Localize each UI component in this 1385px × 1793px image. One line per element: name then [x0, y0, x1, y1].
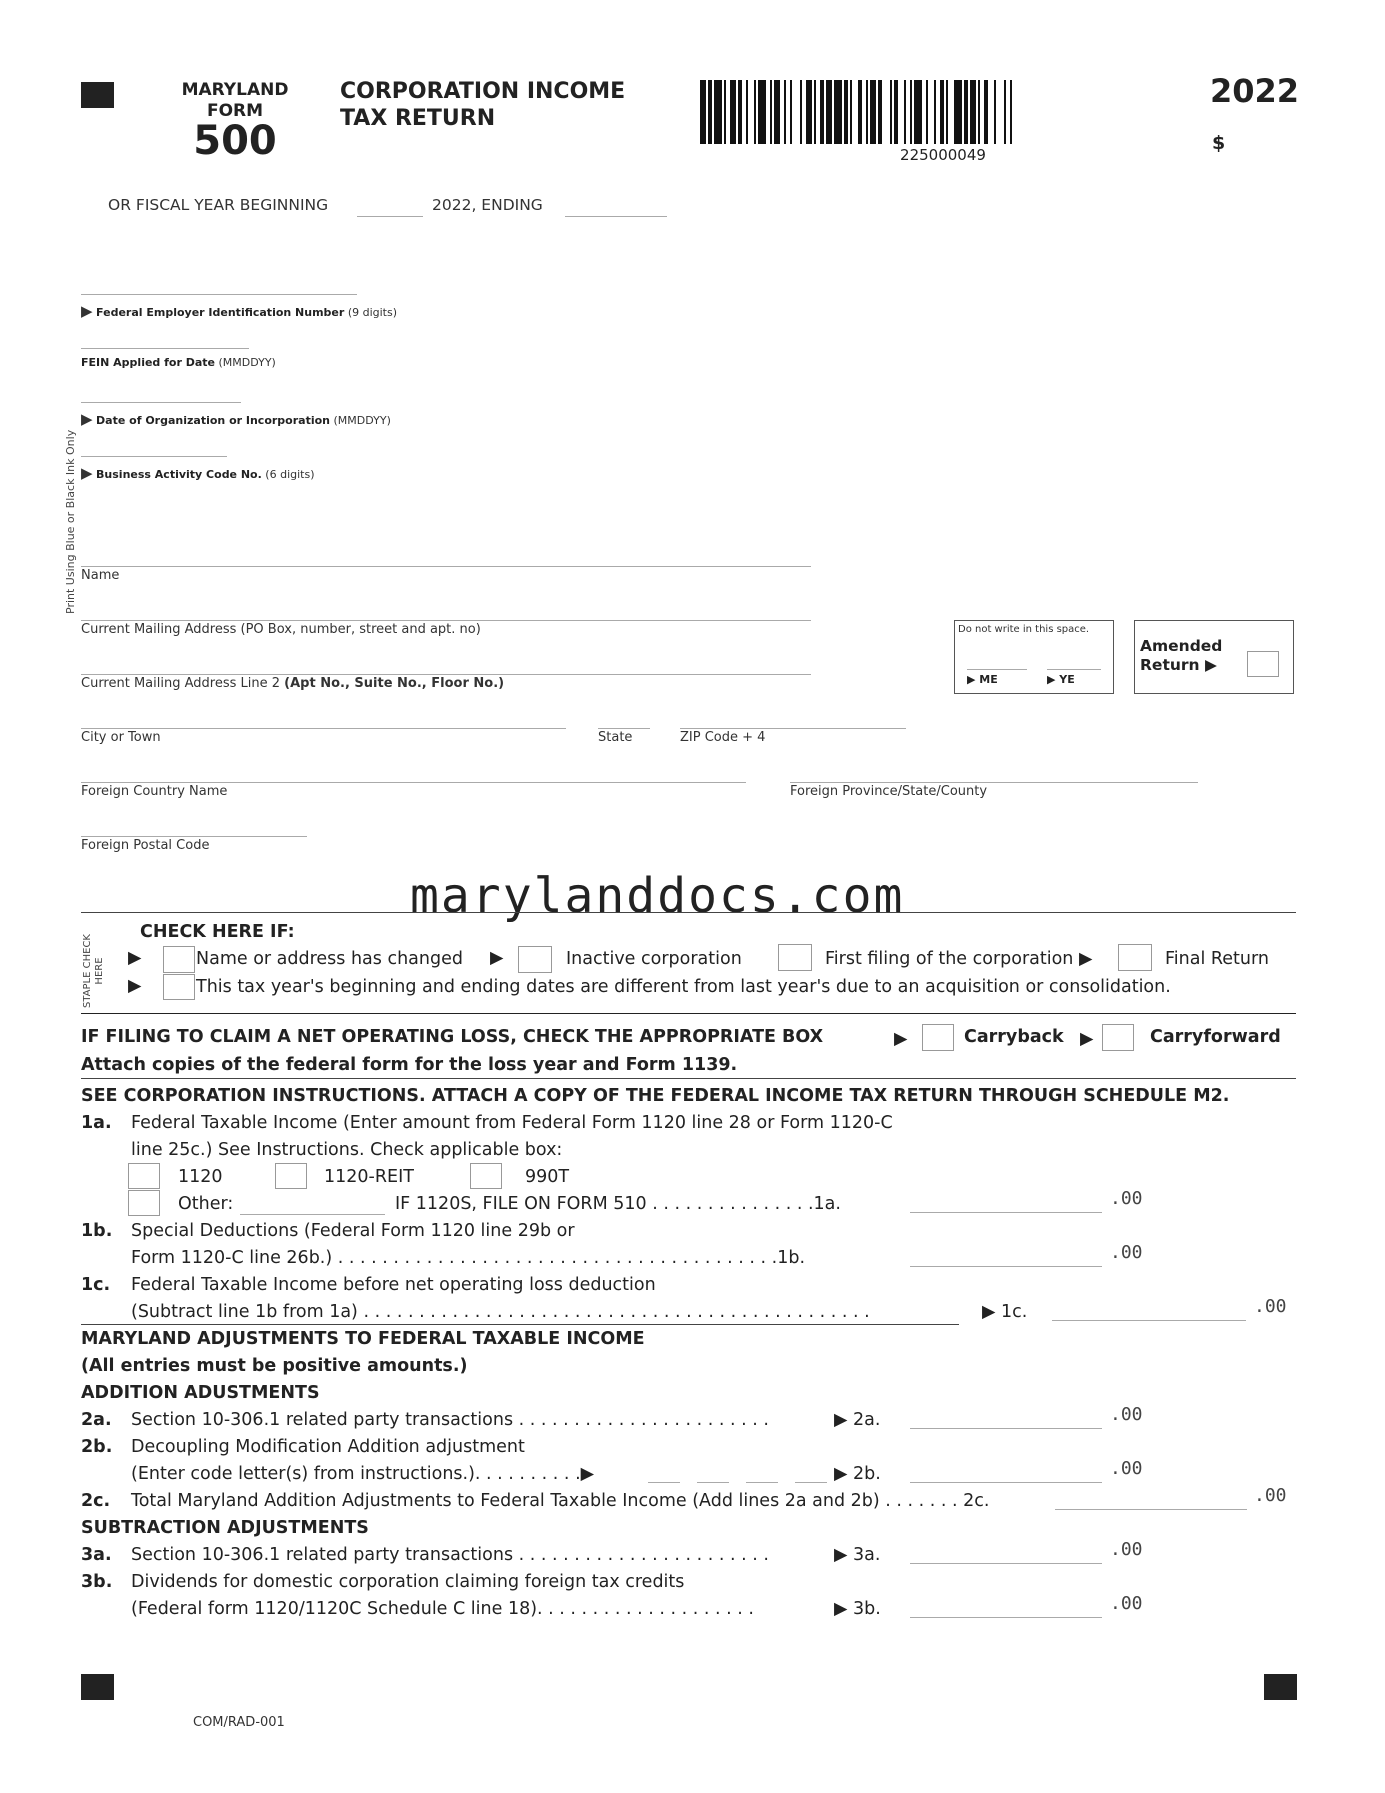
form-1120-reit-checkbox[interactable]: [275, 1163, 307, 1189]
line-3b-ref: ▶ 3b.: [834, 1599, 881, 1619]
code-letter-input-3[interactable]: [746, 1482, 778, 1483]
dates-different-label: This tax year's beginning and ending dates are different from last year's due to an acquisition or consolidation.: [196, 977, 1171, 997]
registration-mark-bottom-right: [1264, 1674, 1297, 1700]
line-2b-cents: .00: [1110, 1458, 1143, 1479]
org-date-input[interactable]: [81, 402, 241, 403]
staple-note: [82, 934, 106, 1008]
md-adjustments-note: (All entries must be positive amounts.): [81, 1356, 468, 1376]
mailing-address-2-input[interactable]: [81, 674, 811, 675]
other-form-input[interactable]: [240, 1214, 385, 1215]
state-name: MARYLAND: [181, 80, 289, 100]
zip-label: ZIP Code + 4: [680, 730, 766, 745]
footer-form-code: COM/RAD-001: [193, 1715, 285, 1730]
nol-attach-note: Attach copies of the federal form for the loss year and Form 1139.: [81, 1055, 738, 1075]
dollar-sign: $: [1212, 132, 1226, 154]
fiscal-beginning-input[interactable]: [357, 216, 423, 217]
fein-applied-label: [81, 356, 276, 369]
fiscal-ending-label: 2022, ENDING: [432, 196, 543, 214]
fein-label-note: (9 digits): [347, 306, 398, 319]
line-2c-text: Total Maryland Addition Adjustments to Federal Taxable Income (Add lines 2a and 2b) . . . . . . . 2c.: [131, 1491, 990, 1511]
registration-mark-bottom-left: [81, 1674, 114, 1700]
line-1b-text-1: Special Deductions (Federal Form 1120 line 29b or: [131, 1221, 575, 1241]
office-use-box: [954, 620, 1114, 694]
foreign-province-label: Foreign Province/State/County: [790, 784, 988, 799]
fein-applied-input[interactable]: [81, 348, 249, 349]
tax-year: 2022: [1210, 72, 1300, 110]
form-header-state: [160, 80, 310, 122]
activity-code-label-note: (6 digits): [265, 468, 315, 481]
line-3b-amount-input[interactable]: [910, 1617, 1102, 1618]
fiscal-beginning-label: OR FISCAL YEAR BEGINNING: [108, 196, 329, 214]
fein-label: ▶ Federal Employer Identification Number (9 digits): [81, 302, 398, 320]
office-ye-label: YE: [1059, 673, 1075, 686]
line-1a-text-1: Federal Taxable Income (Enter amount from Federal Form 1120 line 28 or Form 1120-C: [131, 1113, 893, 1133]
activity-code-label: ▶ Business Activity Code No. (6 digits): [81, 464, 315, 482]
first-filing-label: First filing of the corporation ▶: [825, 949, 1093, 969]
dates-different-checkbox[interactable]: [163, 974, 195, 1000]
line-1b-text-2: Form 1120-C line 26b.) . . . . . . . . . . . . . . . . . . . . . . . . . . . . . . . . . . . . . . . .1b.: [131, 1248, 806, 1268]
form-word: FORM: [206, 101, 264, 121]
check-here-title: CHECK HERE IF:: [140, 922, 295, 942]
line-2b-amount-input[interactable]: [910, 1482, 1102, 1483]
mailing-address-2-bold: (Apt No., Suite No., Floor No.): [284, 676, 505, 691]
fein-applied-label-bold: FEIN Applied for Date: [81, 356, 215, 369]
office-ye-line: [1047, 669, 1101, 670]
carryback-label: Carryback: [964, 1027, 1064, 1047]
line-2b-text-2: (Enter code letter(s) from instructions.). . . . . . . . . .▶: [131, 1464, 595, 1484]
office-use-note: Do not write in this space.: [958, 624, 1090, 635]
divider-check: [81, 1013, 1296, 1014]
line-2a-ref: ▶ 2a.: [834, 1410, 881, 1430]
nol-heading: IF FILING TO CLAIM A NET OPERATING LOSS, CHECK THE APPROPRIATE BOX: [81, 1027, 824, 1047]
line-2a-amount-input[interactable]: [910, 1428, 1102, 1429]
amended-line-1: Amended: [1140, 637, 1223, 655]
fein-applied-label-note: (MMDDYY): [218, 356, 276, 369]
title-line-2: TAX RETURN: [340, 106, 496, 131]
fein-input[interactable]: [81, 294, 357, 295]
line-1c-text-2: (Subtract line 1b from 1a) . . . . . . . . . . . . . . . . . . . . . . . . . . . . . . . . . . . . . . . . . . . . . .: [131, 1302, 870, 1322]
foreign-country-input[interactable]: [81, 782, 746, 783]
ink-note: Print Using Blue or Black Ink Only: [64, 429, 77, 614]
line-3b-text-2: (Federal form 1120/1120C Schedule C line 18). . . . . . . . . . . . . . . . . . . .: [131, 1599, 754, 1619]
office-ye: ▶ YE: [1047, 673, 1075, 686]
line-1c-number: 1c.: [81, 1275, 111, 1295]
carryforward-checkbox[interactable]: [1102, 1024, 1134, 1051]
fiscal-ending-input[interactable]: [565, 216, 667, 217]
form-number: 500: [193, 118, 277, 164]
line-2a-cents: .00: [1110, 1404, 1143, 1425]
activity-code-input[interactable]: [81, 456, 227, 457]
line-1c-text-1: Federal Taxable Income before net operating loss deduction: [131, 1275, 656, 1295]
office-me-line: [967, 669, 1027, 670]
fein-label-bold: Federal Employer Identification Number: [96, 306, 345, 319]
amended-label: [1140, 637, 1222, 675]
line-2c-cents: .00: [1254, 1485, 1287, 1506]
staple-line-2: HERE: [94, 957, 105, 985]
form-1120-reit-label: 1120-REIT: [324, 1167, 414, 1187]
arrow-icon: ▶: [490, 948, 504, 968]
mailing-address-label: Current Mailing Address (PO Box, number, street and apt. no): [81, 622, 481, 637]
divider-watermark: [81, 912, 1296, 913]
line-3a-ref: ▶ 3a.: [834, 1545, 881, 1565]
registration-mark-top-left: [81, 82, 114, 108]
line-1b-cents: .00: [1110, 1242, 1143, 1263]
line-3b-cents: .00: [1110, 1593, 1143, 1614]
line-1c-cents: .00: [1254, 1296, 1287, 1317]
instructions-heading: SEE CORPORATION INSTRUCTIONS. ATTACH A COPY OF THE FEDERAL INCOME TAX RETURN THROUGH SCHEDULE M2.: [81, 1086, 1230, 1106]
form-990t-checkbox[interactable]: [470, 1163, 502, 1189]
line-2b-ref: ▶ 2b.: [834, 1464, 881, 1484]
other-form-label: Other:: [178, 1194, 234, 1214]
line-1a-tail: IF 1120S, FILE ON FORM 510 . . . . . . . . . . . . . . .1a.: [395, 1194, 841, 1214]
foreign-postal-input[interactable]: [81, 836, 307, 837]
form-990t-label: 990T: [525, 1167, 570, 1187]
barcode-image: [700, 80, 1186, 144]
line-1c-amount-input[interactable]: [1052, 1320, 1246, 1321]
watermark-text: marylanddocs.com: [410, 868, 905, 924]
mailing-address-2-label: [81, 676, 504, 691]
line-1a-number: 1a.: [81, 1113, 112, 1133]
line-1c-ref: ▶ 1c.: [982, 1302, 1028, 1322]
divider-1c: [81, 1324, 959, 1325]
org-date-label-bold: Date of Organization or Incorporation: [96, 414, 331, 427]
staple-line-1: STAPLE CHECK: [82, 934, 93, 1008]
final-return-checkbox[interactable]: [1118, 944, 1152, 971]
city-input[interactable]: [81, 728, 566, 729]
line-2a-number: 2a.: [81, 1410, 112, 1430]
zip-input[interactable]: [680, 728, 906, 729]
code-letter-input-1[interactable]: [648, 1482, 680, 1483]
line-2b-number: 2b.: [81, 1437, 113, 1457]
org-date-label: ▶ Date of Organization or Incorporation (MMDDYY): [81, 410, 391, 428]
line-1b-amount-input[interactable]: [910, 1266, 1102, 1267]
name-changed-checkbox[interactable]: [163, 946, 195, 973]
foreign-postal-label: Foreign Postal Code: [81, 838, 210, 853]
line-1a-cents: .00: [1110, 1188, 1143, 1209]
org-date-label-note: (MMDDYY): [333, 414, 391, 427]
line-2b-text-1: Decoupling Modification Addition adjustment: [131, 1437, 525, 1457]
city-label: City or Town: [81, 730, 161, 745]
line-3a-number: 3a.: [81, 1545, 112, 1565]
code-letter-input-4[interactable]: [795, 1482, 827, 1483]
mailing-address-2-plain: Current Mailing Address Line 2: [81, 676, 280, 691]
form-title: [340, 78, 625, 132]
arrow-icon: ▶: [128, 948, 142, 968]
final-return-label: Final Return: [1165, 949, 1269, 969]
line-2c-number: 2c.: [81, 1491, 111, 1511]
line-2a-text: Section 10-306.1 related party transactions . . . . . . . . . . . . . . . . . . . . . . .: [131, 1410, 769, 1430]
form-1120-label: 1120: [178, 1167, 223, 1187]
md-adjustments-heading: MARYLAND ADJUSTMENTS TO FEDERAL TAXABLE INCOME: [81, 1329, 645, 1349]
inactive-label: Inactive corporation: [566, 949, 742, 969]
name-input[interactable]: [81, 566, 811, 567]
arrow-icon: ▶: [894, 1029, 908, 1049]
code-letter-input-2[interactable]: [697, 1482, 729, 1483]
addition-heading: ADDITION ADUSTMENTS: [81, 1383, 320, 1403]
office-me: ▶ ME: [967, 673, 998, 686]
carryback-checkbox[interactable]: [922, 1024, 954, 1051]
arrow-icon: ▶: [1080, 1029, 1094, 1049]
foreign-province-input[interactable]: [790, 782, 1198, 783]
line-1b-number: 1b.: [81, 1221, 113, 1241]
mailing-address-input[interactable]: [81, 620, 811, 621]
barcode-number: 225000049: [900, 146, 986, 164]
state-input[interactable]: [598, 728, 650, 729]
office-me-label: ME: [979, 673, 998, 686]
amended-return-checkbox[interactable]: [1247, 651, 1279, 677]
state-label: State: [598, 730, 633, 745]
name-changed-label: Name or address has changed: [196, 949, 463, 969]
activity-code-label-bold: Business Activity Code No.: [96, 468, 262, 481]
title-line-1: CORPORATION INCOME: [340, 79, 626, 104]
amended-line-2: Return ▶: [1140, 656, 1217, 674]
first-filing-checkbox[interactable]: [778, 944, 812, 971]
name-label: Name: [81, 568, 120, 583]
line-3a-amount-input[interactable]: [910, 1563, 1102, 1564]
form-1120-checkbox[interactable]: [128, 1163, 160, 1189]
foreign-country-label: Foreign Country Name: [81, 784, 228, 799]
line-3b-number: 3b.: [81, 1572, 113, 1592]
line-3a-cents: .00: [1110, 1539, 1143, 1560]
line-3b-text-1: Dividends for domestic corporation claiming foreign tax credits: [131, 1572, 685, 1592]
inactive-checkbox[interactable]: [518, 946, 552, 973]
subtraction-heading: SUBTRACTION ADJUSTMENTS: [81, 1518, 369, 1538]
divider-nol: [81, 1078, 1296, 1079]
arrow-icon: ▶: [128, 976, 142, 996]
amended-return-box: [1134, 620, 1294, 694]
carryforward-label: Carryforward: [1150, 1027, 1281, 1047]
line-1a-text-2: line 25c.) See Instructions. Check applicable box:: [131, 1140, 563, 1160]
line-1a-amount-input[interactable]: [910, 1212, 1102, 1213]
line-3a-text: Section 10-306.1 related party transactions . . . . . . . . . . . . . . . . . . . . . . .: [131, 1545, 769, 1565]
other-form-checkbox[interactable]: [128, 1190, 160, 1216]
line-2c-amount-input[interactable]: [1055, 1509, 1247, 1510]
